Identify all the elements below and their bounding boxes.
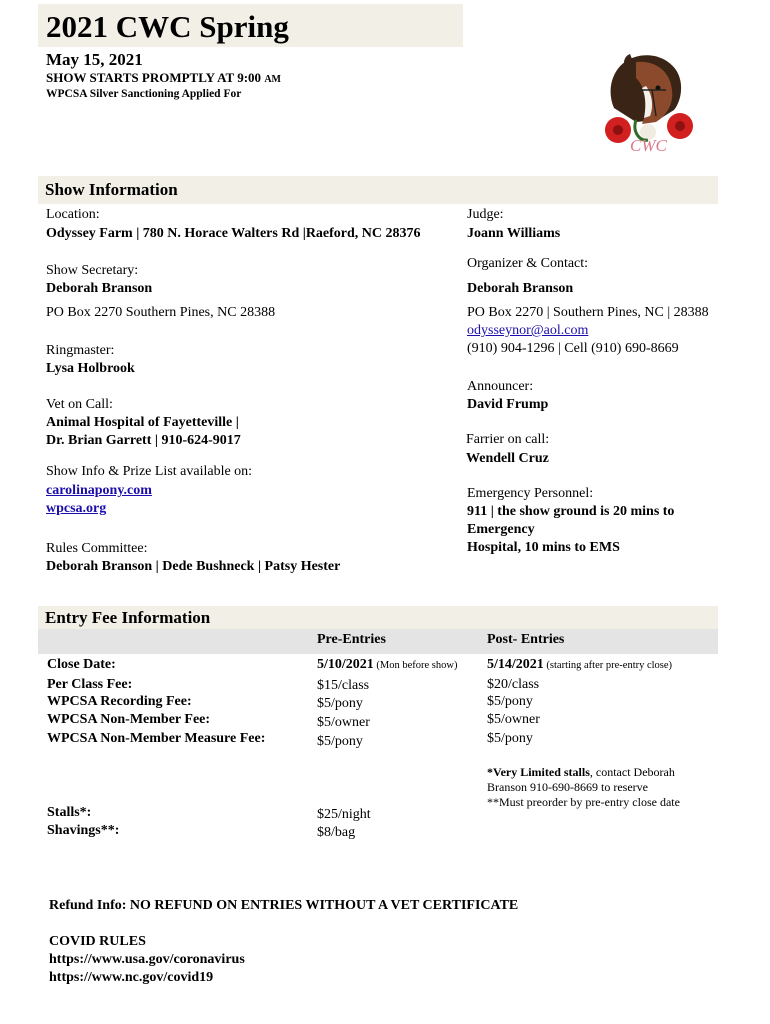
vet-line-1: Animal Hospital of Fayetteville | [46,415,239,430]
covid-link-usa[interactable]: https://www.usa.gov/coronavirus [49,952,245,967]
close-date-label: Close Date: [47,657,116,672]
fee-row-label: Per Class Fee: [47,677,133,692]
organizer-email-link[interactable]: odysseynor@aol.com [467,323,589,338]
organizer-value: Deborah Branson [467,281,574,296]
ringmaster-label: Ringmaster: [46,343,115,358]
announcer-label: Announcer: [467,379,534,394]
organizer-phone: (910) 904-1296 | Cell (910) 690-8669 [467,341,679,356]
close-date-post: 5/14/2021 (starting after pre-entry close) [487,657,673,672]
organizer-address: PO Box 2270 | Southern Pines, NC | 28388 [467,305,709,320]
fee-row-pre: $15/class [317,678,370,693]
fee-row-post: $5/owner [487,712,540,727]
secretary-value: Deborah Branson [46,281,153,296]
shavings-label: Shavings**: [47,823,120,838]
fee-row-post: $5/pony [487,694,533,709]
emergency-line-2: Emergency [467,522,535,537]
stall-note-line-3: **Must preorder by pre-entry close date [487,795,680,809]
emergency-label: Emergency Personnel: [467,486,594,501]
fee-row-label: WPCSA Non-Member Measure Fee: [47,731,266,746]
rules-committee-label: Rules Committee: [46,541,148,556]
farrier-label: Farrier on call: [466,432,550,447]
carolinapony-link[interactable]: carolinapony.com [46,483,152,498]
covid-link-nc[interactable]: https://www.nc.gov/covid19 [49,970,214,985]
wpcsa-link[interactable]: wpcsa.org [46,501,107,516]
fee-row-label: WPCSA Non-Member Fee: [47,712,211,727]
judge-value: Joann Williams [467,226,561,241]
vet-label: Vet on Call: [46,397,113,412]
organizer-label: Organizer & Contact: [467,256,589,271]
judge-label: Judge: [467,207,504,222]
emergency-line-3: Hospital, 10 mins to EMS [467,540,620,555]
prize-list-label: Show Info & Prize List available on: [46,464,253,479]
fee-row-post: $5/pony [487,731,533,746]
logo-lettering: CWC [630,136,667,155]
pre-entries-header: Pre-Entries [317,632,386,647]
ringmaster-value: Lysa Holbrook [46,361,135,376]
secretary-label: Show Secretary: [46,263,139,278]
refund-info: Refund Info: NO REFUND ON ENTRIES WITHOUT A VET CERTIFICATE [49,898,519,913]
rules-committee-value: Deborah Branson | Dede Bushneck | Patsy Hester [46,559,341,574]
farrier-value: Wendell Cruz [466,451,549,466]
stalls-label: Stalls*: [47,805,92,820]
show-start-time: SHOW STARTS PROMPTLY AT 9:00 AM [46,70,281,85]
stalls-value: $25/night [317,807,371,822]
show-info-heading: Show Information [45,180,178,199]
close-date-pre: 5/10/2021 (Mon before show) [317,657,458,672]
horse-logo-icon [596,50,702,156]
fee-row-pre: $5/pony [317,734,363,749]
stall-note-line-1: *Very Limited stalls, contact Deborah [487,765,675,779]
vet-line-2: Dr. Brian Garrett | 910-624-9017 [46,433,241,448]
post-entries-header: Post- Entries [487,632,565,647]
entry-fee-heading: Entry Fee Information [45,608,211,627]
fee-row-pre: $5/owner [317,715,370,730]
shavings-value: $8/bag [317,825,356,840]
covid-heading: COVID RULES [49,934,146,949]
location-value: Odyssey Farm | 780 N. Horace Walters Rd |Raeford, NC 28376 [46,226,421,241]
fee-row-pre: $5/pony [317,696,363,711]
stall-note-line-2: Branson 910-690-8669 to reserve [487,780,648,794]
announcer-value: David Frump [467,397,549,412]
sanction-note: WPCSA Silver Sanctioning Applied For [46,88,242,100]
emergency-line-1: 911 | the show ground is 20 mins to [467,504,675,519]
location-label: Location: [46,207,100,222]
fee-row-post: $20/class [487,677,540,692]
page-title: 2021 CWC Spring [46,9,289,44]
fee-row-label: WPCSA Recording Fee: [47,694,192,709]
show-date: May 15, 2021 [46,50,143,69]
secretary-address: PO Box 2270 Southern Pines, NC 28388 [46,305,276,320]
